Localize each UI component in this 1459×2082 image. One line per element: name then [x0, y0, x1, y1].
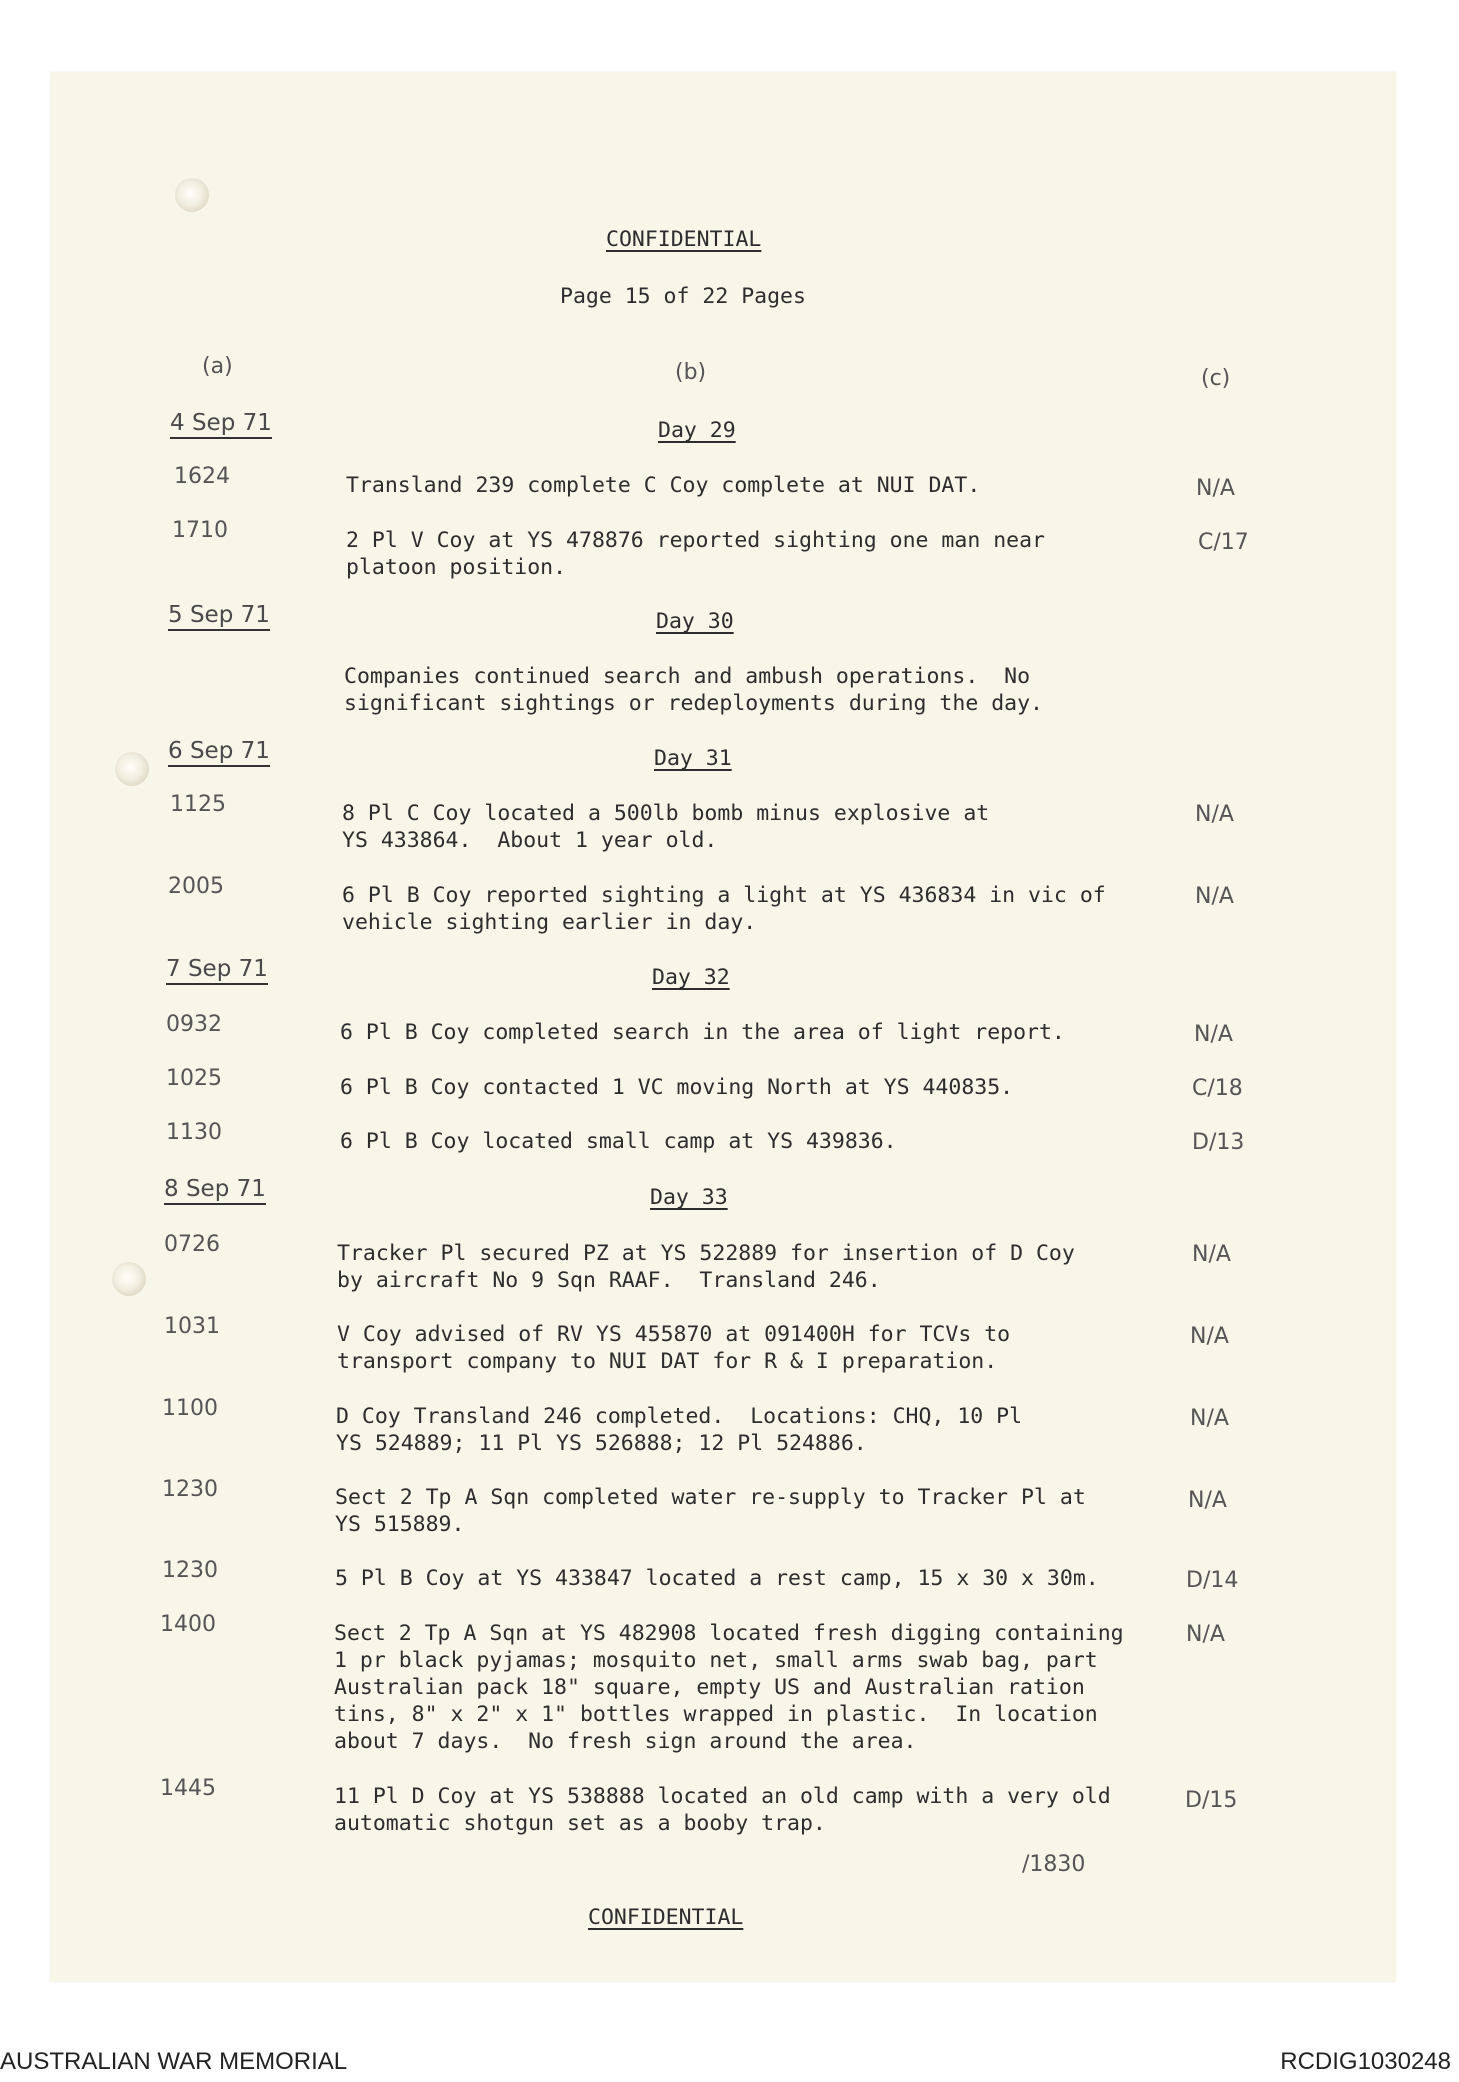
entry-ref: D/14	[1186, 1568, 1239, 1593]
punch-hole-mark	[175, 178, 209, 212]
entry-ref: N/A	[1195, 802, 1234, 827]
entry-time: 1710	[172, 518, 228, 543]
section-date: 6 Sep 71	[168, 738, 270, 767]
entry-text: V Coy advised of RV YS 455870 at 091400H for TCVs to transport company to NUI DAT for R & I preparation.	[337, 1322, 1011, 1374]
entry-text: 5 Pl B Coy at YS 433847 located a rest camp, 15 x 30 x 30m.	[335, 1566, 1099, 1591]
entry-ref: N/A	[1188, 1488, 1227, 1513]
source-credit: AUSTRALIAN WAR MEMORIAL	[0, 2048, 348, 2075]
entry-ref: N/A	[1190, 1406, 1229, 1431]
entry-text: 8 Pl C Coy located a 500lb bomb minus explosive at YS 433864. About 1 year old.	[342, 801, 990, 853]
section-day: Day 29	[658, 418, 736, 443]
page-number: Page 15 of 22 Pages	[560, 284, 806, 309]
entry-ref: N/A	[1186, 1622, 1225, 1647]
entry-ref: D/13	[1192, 1130, 1245, 1155]
section-day: Day 32	[652, 965, 730, 990]
section-day: Day 33	[650, 1185, 728, 1210]
section-date: 7 Sep 71	[166, 956, 268, 985]
entry-ref: N/A	[1190, 1324, 1229, 1349]
entry-text: 6 Pl B Coy contacted 1 VC moving North at YS 440835.	[340, 1075, 1014, 1100]
record-id: RCDIG1030248	[1280, 2048, 1451, 2075]
entry-time: 1130	[166, 1120, 222, 1145]
entry-text: 6 Pl B Coy located small camp at YS 439836.	[340, 1129, 897, 1154]
entry-ref: N/A	[1192, 1242, 1231, 1267]
entry-time: 1230	[162, 1477, 218, 1502]
column-header-b: (b)	[675, 360, 707, 385]
entry-ref: C/18	[1192, 1076, 1243, 1101]
entry-time: 1031	[164, 1314, 220, 1339]
entry-text: 6 Pl B Coy completed search in the area of light report.	[340, 1020, 1065, 1045]
entry-time: 1025	[166, 1066, 222, 1091]
section-date: 4 Sep 71	[170, 410, 272, 439]
entry-text: Sect 2 Tp A Sqn at YS 482908 located fresh digging containing 1 pr black pyjamas; mosquito net, small arms swab bag, part Australian pack 18" square, empty US and Australian ration tins, 8" x 2" x 1" bottles wrapped in plastic. In location about 7 days. No fresh sign around the area.	[334, 1621, 1124, 1754]
classification-header: CONFIDENTIAL	[606, 227, 762, 252]
entry-ref: D/15	[1185, 1788, 1238, 1813]
entry-text: Tracker Pl secured PZ at YS 522889 for insertion of D Coy by aircraft No 9 Sqn RAAF. Transland 246.	[337, 1241, 1075, 1293]
entry-time: 1445	[160, 1776, 216, 1801]
entry-ref: N/A	[1194, 1022, 1233, 1047]
entry-time: 1400	[160, 1612, 216, 1637]
entry-text: 6 Pl B Coy reported sighting a light at YS 436834 in vic of vehicle sighting earlier in day.	[342, 883, 1106, 935]
entry-ref: C/17	[1198, 530, 1249, 555]
entry-ref: N/A	[1196, 476, 1235, 501]
punch-hole-mark	[115, 752, 149, 786]
entry-time: 2005	[168, 874, 224, 899]
entry-text: D Coy Transland 246 completed. Locations: CHQ, 10 Pl YS 524889; 11 Pl YS 526888; 12 Pl 524886.	[336, 1404, 1023, 1456]
continuation-marker: /1830	[1022, 1852, 1086, 1877]
section-day: Day 30	[656, 609, 734, 634]
entry-text: 2 Pl V Coy at YS 478876 reported sighting one man near platoon position.	[346, 528, 1045, 580]
classification-footer: CONFIDENTIAL	[588, 1905, 744, 1930]
entry-text: 11 Pl D Coy at YS 538888 located an old camp with a very old automatic shotgun set as a booby trap.	[334, 1784, 1111, 1836]
entry-time: 1624	[174, 464, 230, 489]
column-header-c: (c)	[1201, 366, 1231, 391]
punch-hole-mark	[112, 1262, 146, 1296]
section-date: 5 Sep 71	[168, 602, 270, 631]
column-header-a: (a)	[202, 354, 233, 379]
entry-text: Sect 2 Tp A Sqn completed water re-supply to Tracker Pl at YS 515889.	[335, 1485, 1086, 1537]
entry-time: 1230	[162, 1558, 218, 1583]
entry-time: 1125	[170, 792, 226, 817]
entry-text: Companies continued search and ambush operations. No significant sightings or redeployments during the day.	[344, 664, 1043, 716]
section-day: Day 31	[654, 746, 732, 771]
entry-time: 0726	[164, 1232, 220, 1257]
section-date: 8 Sep 71	[164, 1176, 266, 1205]
entry-time: 0932	[166, 1012, 222, 1037]
entry-time: 1100	[162, 1396, 218, 1421]
entry-text: Transland 239 complete C Coy complete at NUI DAT.	[346, 473, 981, 498]
entry-ref: N/A	[1195, 884, 1234, 909]
